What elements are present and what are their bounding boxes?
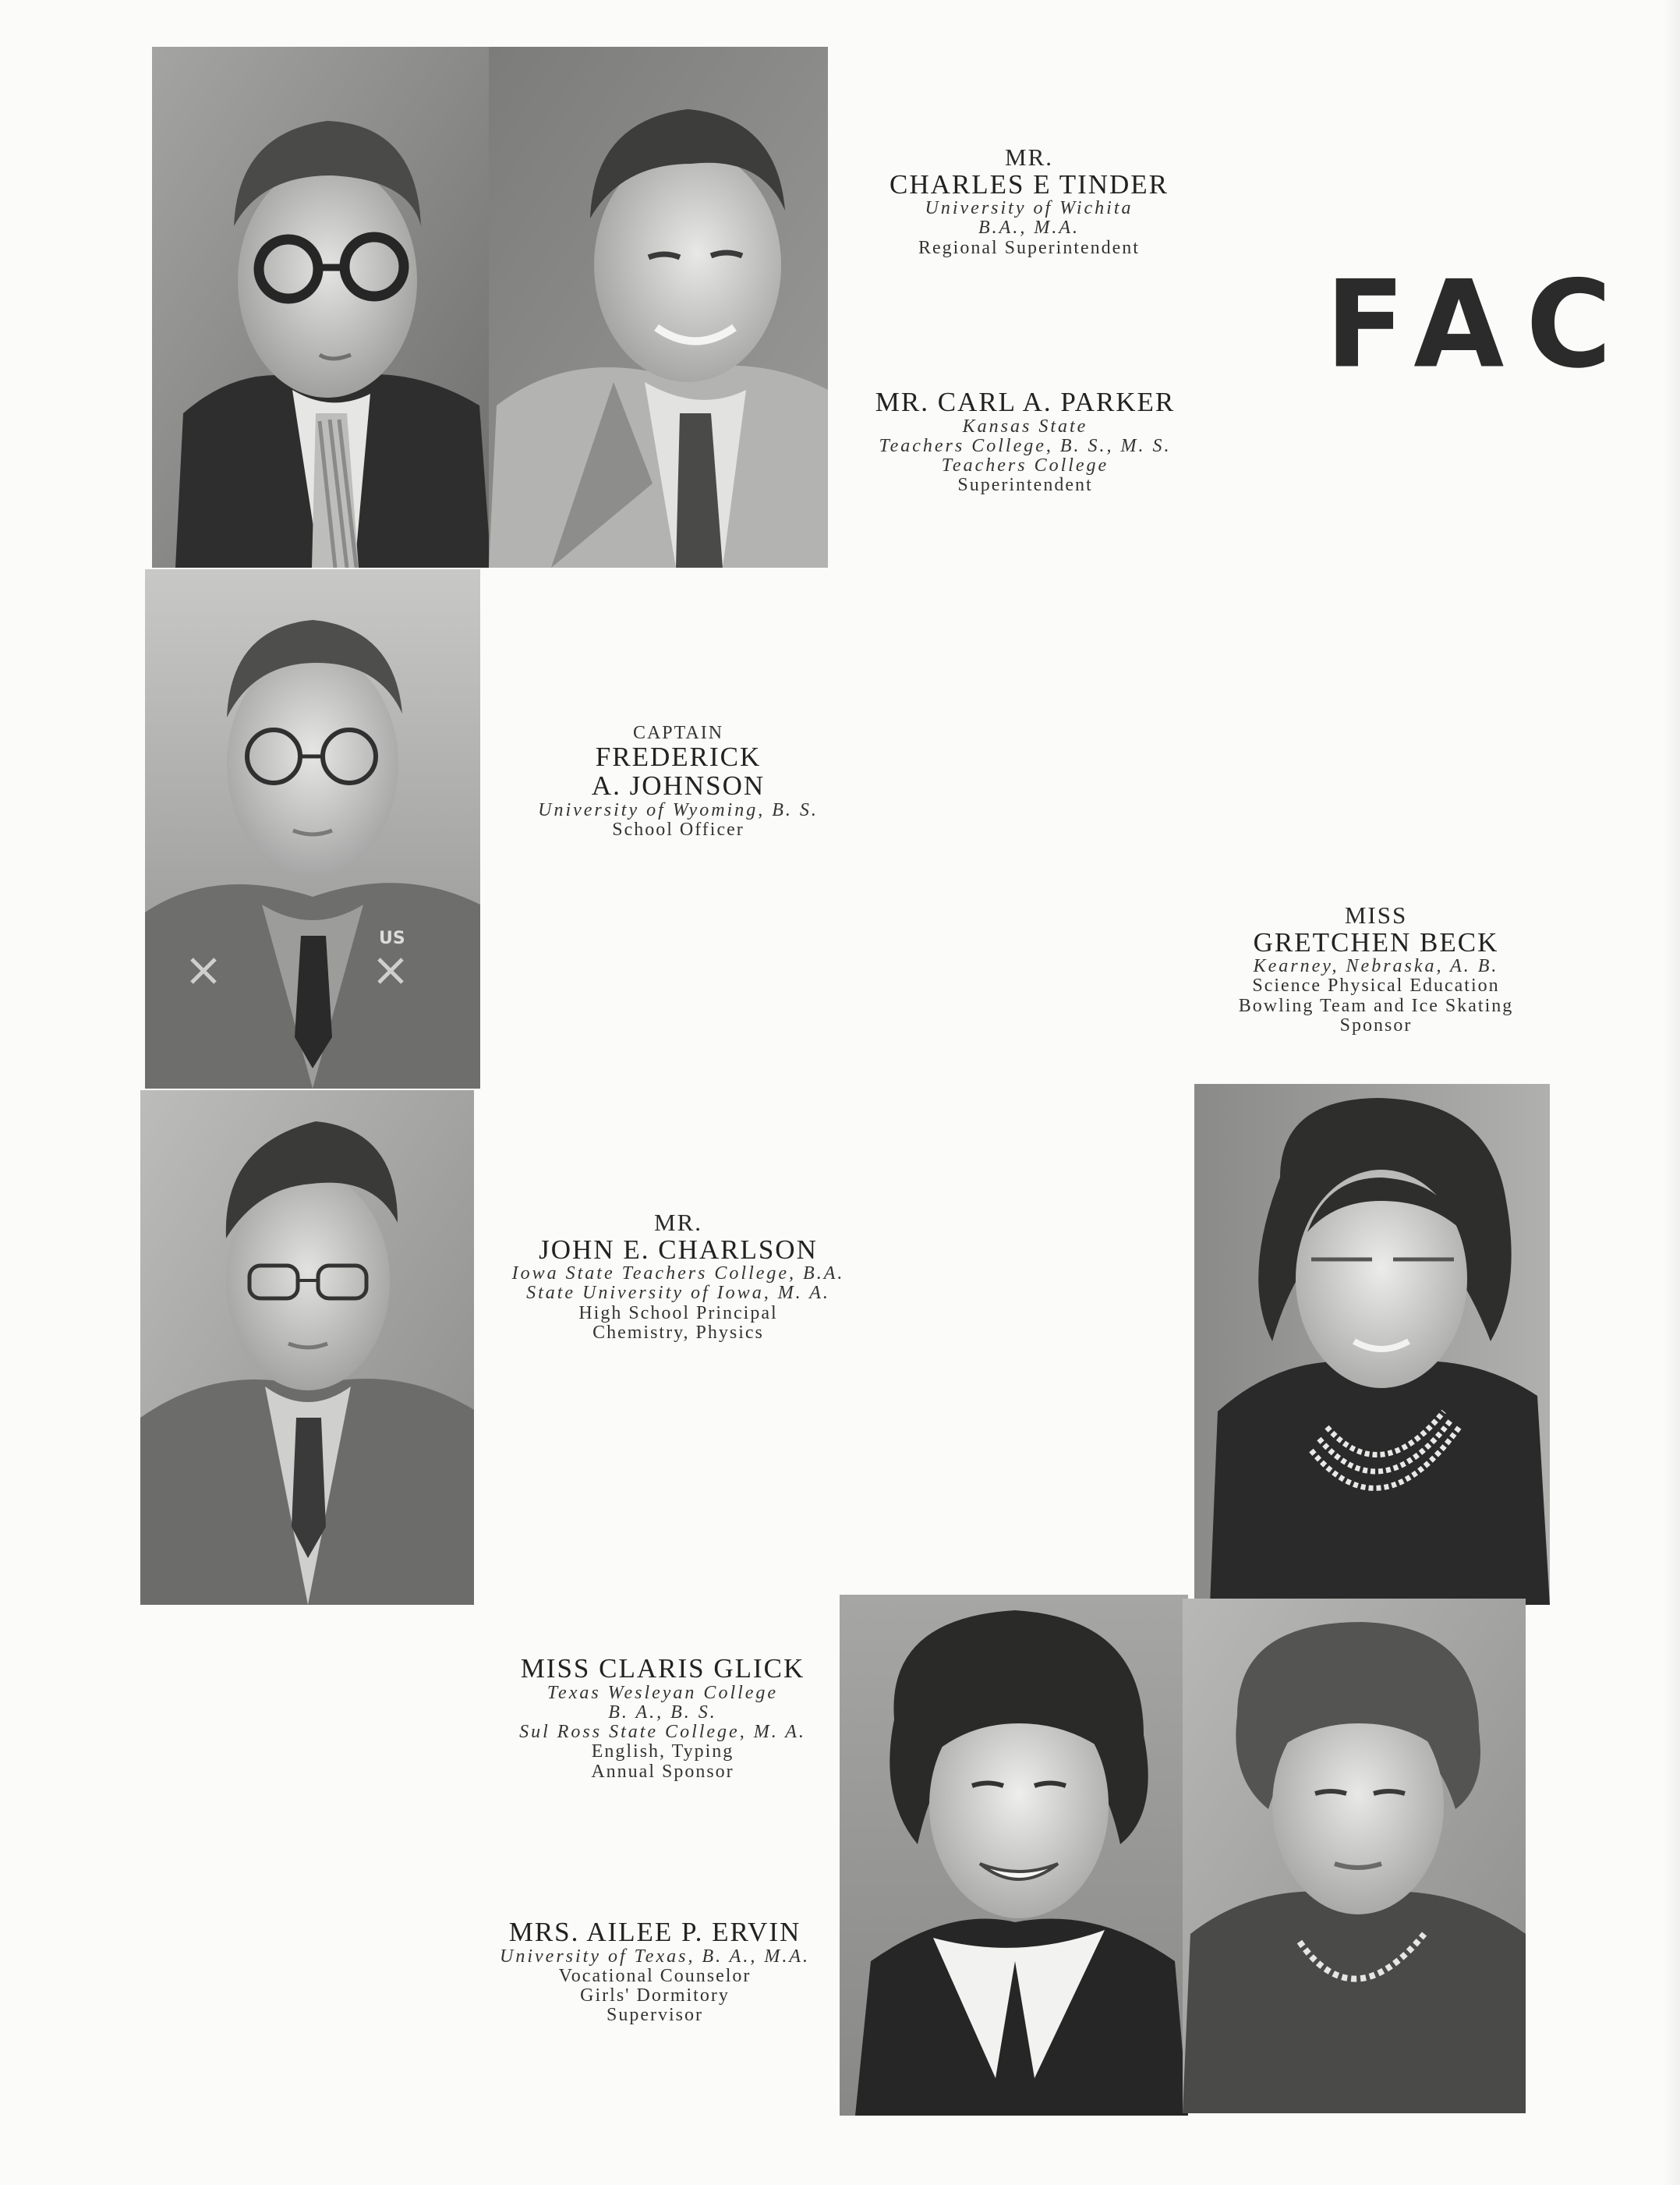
caption-degree: Teachers College [941, 455, 1109, 476]
caption-tinder [842, 145, 1216, 258]
caption-name: JOHN E. CHARLSON [539, 1234, 818, 1265]
portrait-photo-glick [840, 1595, 1188, 2116]
caption-title: MR. [1005, 143, 1053, 171]
caption-name: CHARLES E TINDER [889, 168, 1169, 200]
caption-name: MR. CARL A. PARKER [875, 387, 1176, 417]
portrait-photo-johnson [145, 569, 480, 1089]
caption-ervin [483, 1918, 826, 2026]
caption-degree: B. A., B. S. [608, 1702, 717, 1723]
caption-role: Sponsor [1339, 1015, 1413, 1036]
caption-role: School Officer [612, 819, 745, 840]
svg-text:US: US [379, 929, 405, 948]
portrait-photo-tinder [152, 47, 491, 568]
caption-degree: Kansas State [962, 416, 1088, 437]
caption-degree: Sul Ross State College, M. A. [519, 1722, 806, 1743]
caption-role: Girls' Dormitory [580, 1985, 730, 2006]
caption-name: GRETCHEN BECK [1253, 926, 1499, 958]
caption-role: Superintendent [957, 475, 1093, 496]
caption-degree: State University of Iowa, M. A. [526, 1283, 830, 1304]
caption-role: English, Typing [591, 1741, 734, 1762]
caption-role: High School Principal [578, 1302, 778, 1323]
page-edge [1663, 0, 1680, 2185]
caption-role: Supervisor [607, 2005, 703, 2026]
caption-role: Bowling Team and Ice Skating [1238, 995, 1514, 1016]
caption-glick [491, 1655, 834, 1782]
caption-degree: University of Texas, B. A., M.A. [500, 1946, 810, 1967]
caption-name: MRS. AILEE P. ERVIN [508, 1917, 801, 1947]
caption-title: MR. [654, 1209, 702, 1236]
caption-title: MISS [1344, 901, 1408, 929]
caption-beck [1201, 903, 1551, 1036]
caption-degree: B.A., M.A. [978, 218, 1080, 239]
portrait-photo-beck [1194, 1084, 1550, 1605]
caption-degree: University of Wichita [925, 198, 1134, 219]
caption-role: Science Physical Education [1252, 976, 1500, 997]
caption-degree: Iowa State Teachers College, B.A. [511, 1263, 845, 1284]
caption-name: MISS CLARIS GLICK [520, 1653, 805, 1684]
caption-degree: Kearney, Nebraska, A. B. [1253, 956, 1499, 977]
caption-degree: Teachers College, B. S., M. S. [879, 435, 1172, 456]
caption-role: Chemistry, Physics [592, 1322, 764, 1343]
caption-role: Regional Superintendent [918, 237, 1140, 258]
caption-name-line2: A. JOHNSON [591, 770, 766, 801]
caption-johnson [515, 724, 842, 840]
section-heading: FAC [1325, 255, 1634, 395]
caption-role: Vocational Counselor [558, 1965, 752, 1986]
portrait-photo-charlson [140, 1090, 474, 1605]
caption-degree: University of Wyoming, B. S. [538, 799, 819, 820]
caption-name: FREDERICK [595, 742, 762, 773]
caption-title: CAPTAIN [632, 723, 724, 743]
caption-degree: Texas Wesleyan College [546, 1682, 779, 1703]
portrait-photo-parker [489, 47, 828, 568]
caption-parker [842, 388, 1208, 496]
caption-role: Annual Sponsor [591, 1761, 734, 1782]
portrait-photo-ervin [1183, 1599, 1526, 2113]
caption-charlson [499, 1210, 858, 1343]
